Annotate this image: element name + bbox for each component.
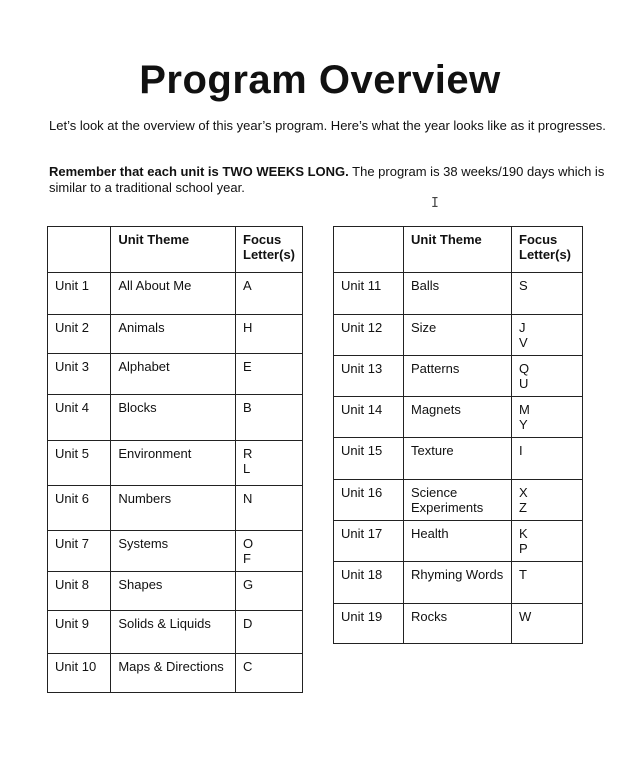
focus-letter: E bbox=[243, 359, 252, 374]
header-focus-letters: Focus Letter(s) bbox=[236, 227, 303, 273]
unit-theme-cell: Maps & Directions bbox=[111, 654, 236, 693]
focus-letters-cell bbox=[512, 438, 583, 480]
focus-letters-cell bbox=[236, 315, 303, 354]
focus-letter: D bbox=[243, 616, 253, 631]
unit-theme-cell: Science Experiments bbox=[404, 480, 512, 521]
focus-letters-cell bbox=[236, 611, 303, 654]
unit-cell: Unit 13 bbox=[334, 356, 404, 397]
table-row bbox=[334, 397, 583, 438]
focus-letters-cell bbox=[236, 531, 303, 572]
focus-letter: L bbox=[243, 461, 251, 476]
focus-letter: S bbox=[519, 278, 528, 293]
focus-letters-cell bbox=[236, 572, 303, 611]
unit-theme-cell: Environment bbox=[111, 441, 236, 486]
focus-letters-cell bbox=[512, 397, 583, 438]
focus-letters-cell bbox=[236, 354, 303, 395]
focus-letter: F bbox=[243, 551, 251, 566]
focus-letters-cell bbox=[512, 315, 583, 356]
focus-letters-cell bbox=[236, 486, 303, 531]
unit-cell: Unit 3 bbox=[48, 354, 111, 395]
focus-letters-cell bbox=[236, 441, 303, 486]
table-row bbox=[48, 273, 303, 315]
header-unit-theme: Unit Theme bbox=[111, 227, 236, 273]
unit-cell: Unit 14 bbox=[334, 397, 404, 438]
unit-cell: Unit 18 bbox=[334, 562, 404, 604]
focus-letter: Q bbox=[519, 361, 530, 376]
table-row bbox=[334, 521, 583, 562]
unit-cell: Unit 15 bbox=[334, 438, 404, 480]
unit-theme-cell: All About Me bbox=[111, 273, 236, 315]
table-row bbox=[48, 395, 303, 441]
unit-cell: Unit 16 bbox=[334, 480, 404, 521]
table-row bbox=[48, 354, 303, 395]
unit-theme-cell: Animals bbox=[111, 315, 236, 354]
table-row bbox=[48, 611, 303, 654]
header-unit-theme: Unit Theme bbox=[404, 227, 512, 273]
table-row bbox=[334, 480, 583, 521]
unit-theme-cell: Blocks bbox=[111, 395, 236, 441]
unit-theme-cell: Size bbox=[404, 315, 512, 356]
table-row bbox=[48, 441, 303, 486]
focus-letters-cell bbox=[236, 654, 303, 693]
table-row bbox=[48, 531, 303, 572]
table-row bbox=[334, 604, 583, 644]
table-header-row bbox=[48, 227, 303, 273]
unit-theme-cell: Patterns bbox=[404, 356, 512, 397]
unit-cell: Unit 6 bbox=[48, 486, 111, 531]
focus-letter: A bbox=[243, 278, 252, 293]
unit-cell: Unit 17 bbox=[334, 521, 404, 562]
focus-letter: P bbox=[519, 541, 528, 556]
unit-cell: Unit 11 bbox=[334, 273, 404, 315]
unit-theme-cell: Rhyming Words bbox=[404, 562, 512, 604]
focus-letter: H bbox=[243, 320, 253, 335]
focus-letter: W bbox=[519, 609, 532, 624]
unit-cell: Unit 10 bbox=[48, 654, 111, 693]
unit-cell: Unit 7 bbox=[48, 531, 111, 572]
focus-letter: M bbox=[519, 402, 530, 417]
focus-letter: O bbox=[243, 536, 254, 551]
unit-theme-cell: Numbers bbox=[111, 486, 236, 531]
focus-letters-cell bbox=[512, 521, 583, 562]
unit-theme-cell: Rocks bbox=[404, 604, 512, 644]
text-cursor-icon: I bbox=[431, 196, 439, 211]
focus-letter: I bbox=[519, 443, 523, 458]
page-title: Program Overview bbox=[139, 58, 501, 102]
table-row bbox=[48, 486, 303, 531]
focus-letter: V bbox=[519, 335, 528, 350]
focus-letters-cell bbox=[236, 395, 303, 441]
focus-letter: C bbox=[243, 659, 253, 674]
unit-theme-cell: Magnets bbox=[404, 397, 512, 438]
focus-letters-cell bbox=[512, 273, 583, 315]
focus-letter: Y bbox=[519, 417, 528, 432]
unit-theme-cell: Shapes bbox=[111, 572, 236, 611]
unit-cell: Unit 19 bbox=[334, 604, 404, 644]
unit-cell: Unit 2 bbox=[48, 315, 111, 354]
focus-letters-cell bbox=[512, 480, 583, 521]
table-row bbox=[334, 315, 583, 356]
focus-letter: J bbox=[519, 320, 526, 335]
focus-letters-cell bbox=[512, 604, 583, 644]
reminder-emphasis: Remember that each unit is TWO WEEKS LONG. bbox=[49, 164, 349, 179]
table-row bbox=[48, 654, 303, 693]
unit-theme-cell: Systems bbox=[111, 531, 236, 572]
unit-theme-cell: Balls bbox=[404, 273, 512, 315]
header-unit bbox=[48, 227, 111, 273]
intro-paragraph: Let’s look at the overview of this year’s program. Here’s what the year looks like as it progresses. bbox=[49, 118, 606, 133]
focus-letter: G bbox=[243, 577, 254, 592]
table-row bbox=[48, 315, 303, 354]
focus-letter: B bbox=[243, 400, 252, 415]
focus-letters-cell bbox=[236, 273, 303, 315]
focus-letter: Z bbox=[519, 500, 527, 515]
focus-letters-cell bbox=[512, 356, 583, 397]
reminder-text: The program is 38 weeks/190 days which is similar to a traditional school year. bbox=[49, 164, 605, 195]
unit-cell: Unit 4 bbox=[48, 395, 111, 441]
focus-letters-cell bbox=[512, 562, 583, 604]
table-row bbox=[334, 562, 583, 604]
table-row bbox=[48, 572, 303, 611]
unit-cell: Unit 1 bbox=[48, 273, 111, 315]
unit-theme-cell: Health bbox=[404, 521, 512, 562]
unit-cell: Unit 12 bbox=[334, 315, 404, 356]
focus-letter: T bbox=[519, 567, 527, 582]
unit-cell: Unit 9 bbox=[48, 611, 111, 654]
unit-theme-cell: Texture bbox=[404, 438, 512, 480]
header-unit bbox=[334, 227, 404, 273]
focus-letter: R bbox=[243, 446, 253, 461]
table-row bbox=[334, 438, 583, 480]
units-table-left bbox=[47, 226, 303, 693]
table-row bbox=[334, 273, 583, 315]
unit-cell: Unit 8 bbox=[48, 572, 111, 611]
header-focus-letters: Focus Letter(s) bbox=[512, 227, 583, 273]
focus-letter: N bbox=[243, 491, 253, 506]
unit-theme-cell: Alphabet bbox=[111, 354, 236, 395]
table-row bbox=[334, 356, 583, 397]
focus-letter: X bbox=[519, 485, 528, 500]
focus-letter: K bbox=[519, 526, 528, 541]
reminder-paragraph bbox=[49, 164, 609, 196]
focus-letter: U bbox=[519, 376, 529, 391]
table-header-row bbox=[334, 227, 583, 273]
unit-cell: Unit 5 bbox=[48, 441, 111, 486]
unit-theme-cell: Solids & Liquids bbox=[111, 611, 236, 654]
units-table-right bbox=[333, 226, 583, 644]
